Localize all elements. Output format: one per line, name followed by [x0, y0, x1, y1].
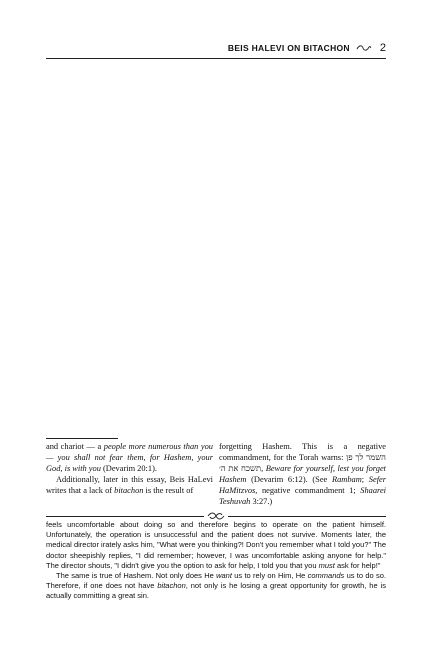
body-text-run: feels uncomfortable about doing so and therefore begins to operate on the patient himself. Unfortunately, the operation is unsuccessful and the patient does not survive. Moments later, the medical director irately asks him, "What were you thinking?! Don't you remember what I told you?" The doctor sheepishly replies, "I did remember; however, I was uncomfortable asking anyone for help." The director shouts, "I didn't give you the option to ask for help, I told you that you [46, 520, 386, 570]
body-italic: bitachon [157, 581, 186, 591]
body-text-run: us to do so. Therefore, if one does not have [46, 571, 386, 591]
swirl-ornament-icon [356, 44, 372, 52]
footnote-column-left [46, 441, 213, 497]
footnote-paragraph [46, 474, 213, 496]
footnote-text: forgetting Hashem. This is a negative commandment, for the Torah warns: [219, 442, 386, 462]
footnote-italic: Beware for yourself, lest you forget Hashem [219, 464, 386, 484]
footnote-italic: shall [74, 453, 91, 462]
body-text-run: The same is true of Hashem. Not only does He [56, 571, 217, 581]
footnote-italic: people [103, 442, 127, 451]
footnote-italic: Rambam [331, 475, 362, 484]
body-italic: commands [307, 571, 345, 581]
running-head: BEIS HALEVI ON BITACHON [227, 43, 350, 53]
footnote-citation: (Devarim 20:1). [100, 464, 157, 473]
footnote-text: , [261, 464, 266, 473]
section-divider [46, 512, 386, 520]
footnote-text: ; [361, 475, 369, 484]
body-italic: must [318, 560, 335, 570]
divider-line [46, 516, 204, 517]
header-rule [46, 58, 386, 59]
footnote-text: and chariot — a [46, 442, 104, 451]
footnote-italic: more numerous than you — you [46, 442, 213, 462]
body-paragraph [46, 571, 386, 602]
footnote-text: Additionally, later in this essay, Beis HaLevi writes that a lack of [46, 475, 213, 495]
footnote-text: 3:27.) [250, 497, 273, 506]
footnote-text: , negative commandment 1; [255, 486, 361, 495]
page-number: 2 [379, 42, 386, 54]
body-italic: want [216, 571, 232, 581]
body-text [46, 520, 386, 602]
footnote-paragraph [219, 441, 386, 507]
footnote-italic: bitachon [114, 486, 144, 495]
fleuron-ornament-icon [206, 512, 226, 520]
body-text-run: ask for help!" [334, 560, 381, 570]
footnote-text: is the result of [143, 486, 194, 495]
footnote-column-right [219, 441, 387, 506]
body-text-run: us to rely on Him, He [231, 571, 308, 581]
divider-line [228, 516, 386, 517]
footnote-paragraph [46, 441, 213, 474]
footnote-italic: Sefer HaMitzvos [219, 475, 387, 495]
page-header [46, 40, 386, 56]
body-paragraph [46, 520, 386, 571]
footnote-text: (Devarim 6:12). (See [246, 475, 332, 484]
hebrew-quote: השמר לך פן תשכח את ה׳ [219, 453, 386, 473]
footnote-italic: Shaarei Teshuvah [219, 486, 386, 506]
footnote-rule [46, 438, 118, 439]
body-text-run: , not only is he losing a great opportunity for growth, he is actually committing a great sin. [46, 581, 386, 601]
footnotes [46, 441, 387, 506]
footnote-italic: not fear them, for Hashem, your God, is with you [46, 453, 214, 473]
